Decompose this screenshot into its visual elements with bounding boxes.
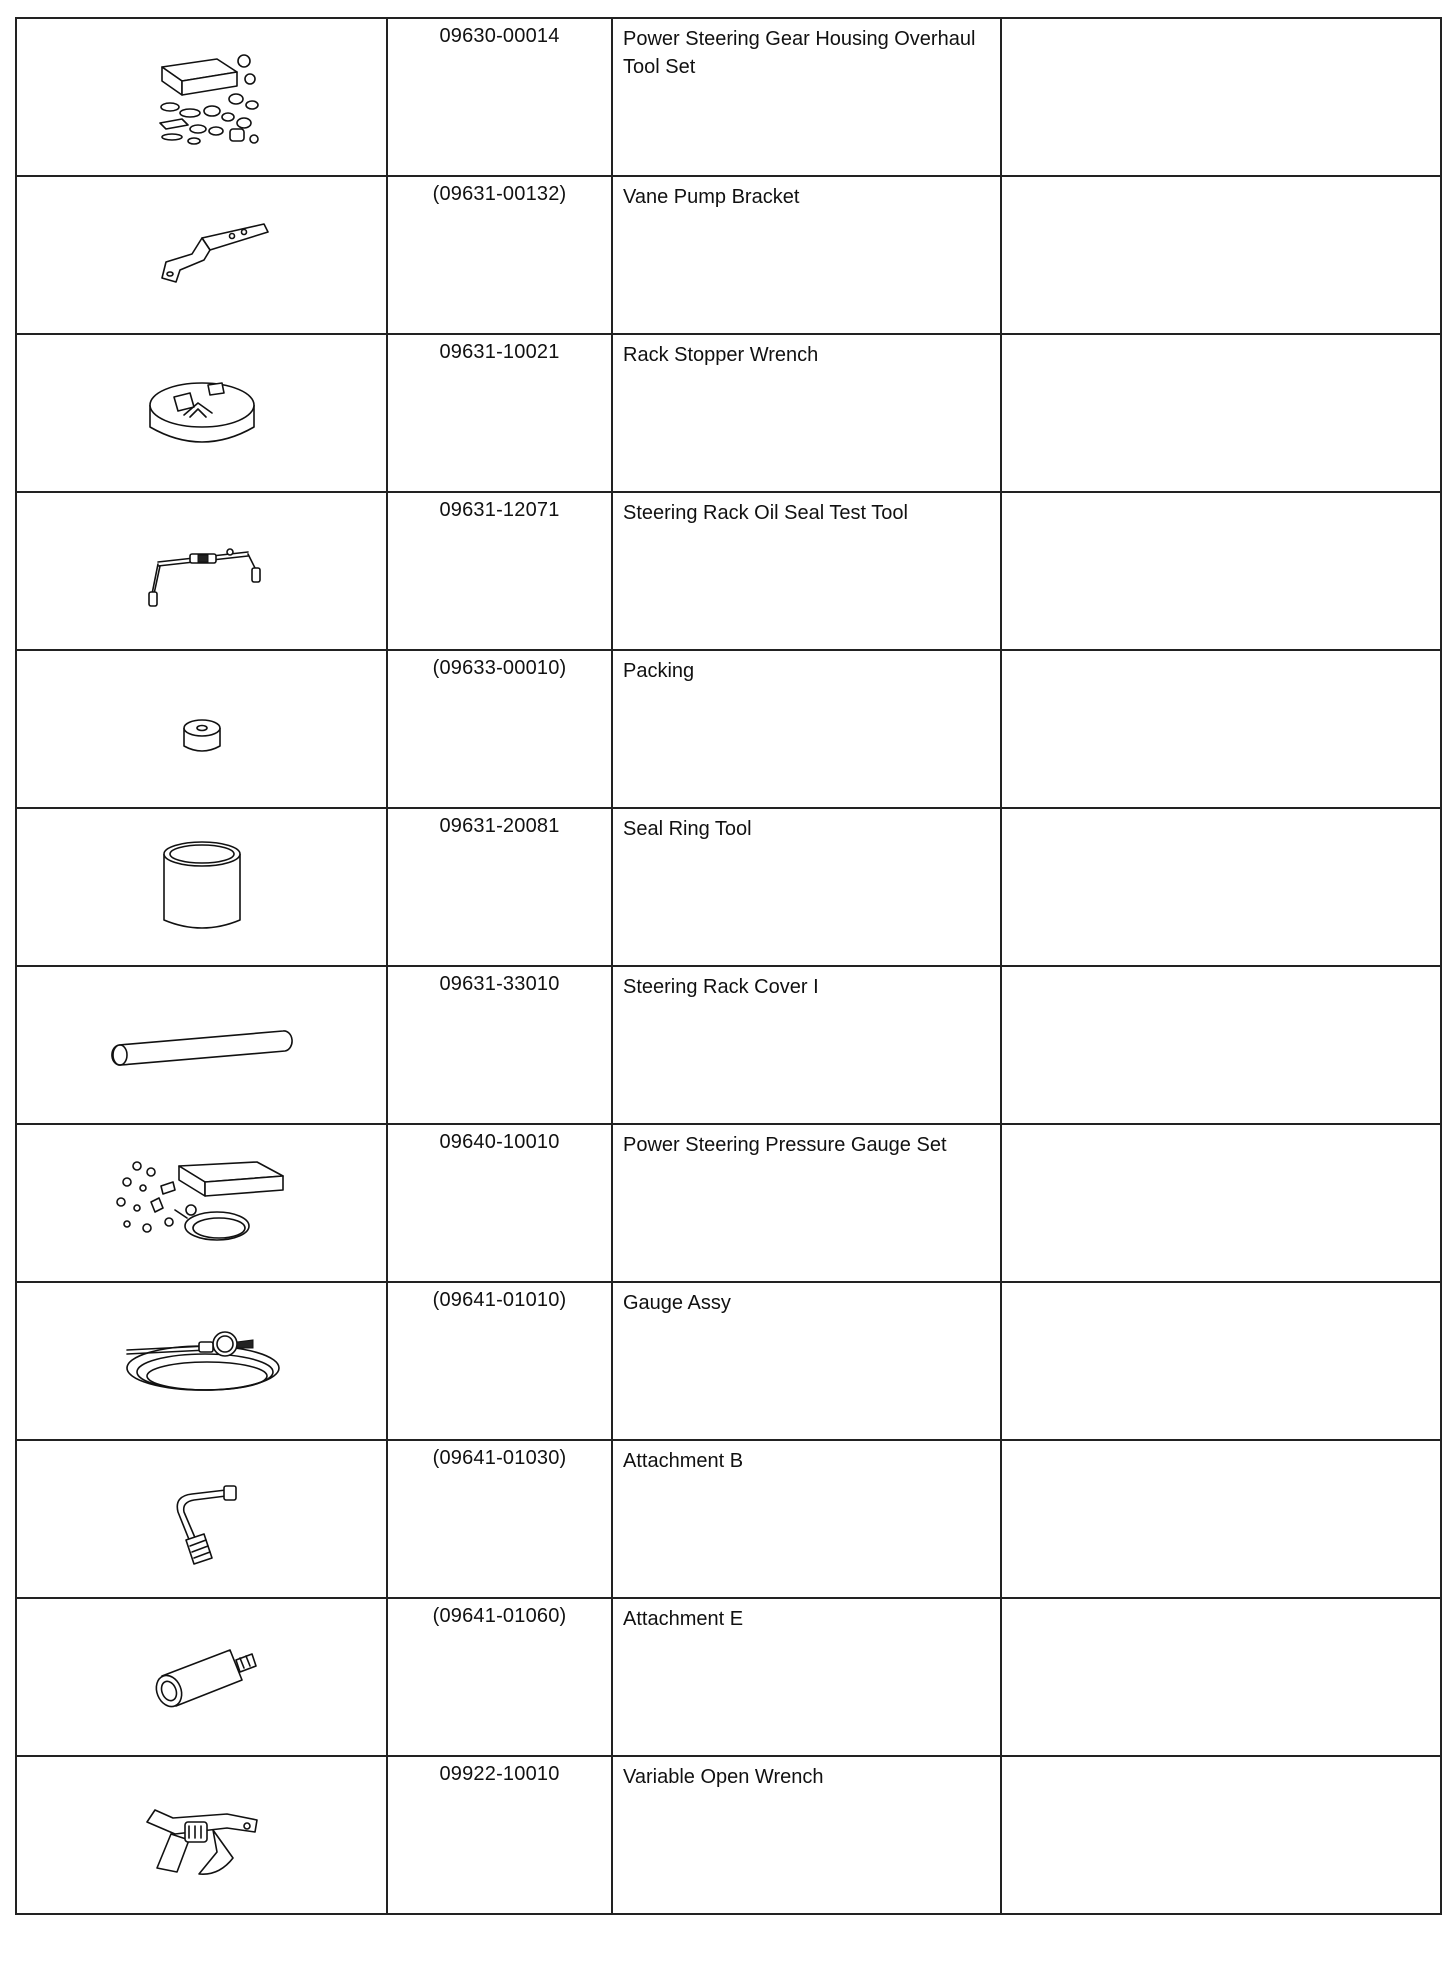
tool-part-number: 09922-10010 — [387, 1756, 612, 1914]
tool-note — [1001, 334, 1441, 492]
table-row — [16, 18, 1441, 176]
tool-illustration-cell — [16, 650, 387, 808]
tool-note — [1001, 492, 1441, 650]
tool-part-number: (09641-01060) — [387, 1598, 612, 1756]
packing-icon — [132, 684, 272, 774]
tool-name: Power Steering Gear Housing Overhaul Tool Set — [612, 18, 1001, 176]
tool-name: Rack Stopper Wrench — [612, 334, 1001, 492]
tool-illustration-cell — [16, 492, 387, 650]
tool-part-number: (09641-01030) — [387, 1440, 612, 1598]
table-row — [16, 808, 1441, 966]
variable-open-wrench-icon — [127, 1780, 277, 1890]
tool-name: Variable Open Wrench — [612, 1756, 1001, 1914]
vane-pump-bracket-icon — [132, 210, 272, 300]
special-service-tools-table — [15, 17, 1442, 1915]
tool-note — [1001, 808, 1441, 966]
tool-part-number: 09631-12071 — [387, 492, 612, 650]
gauge-assy-icon — [107, 1306, 297, 1416]
tool-name: Steering Rack Cover I — [612, 966, 1001, 1124]
tool-part-number: 09630-00014 — [387, 18, 612, 176]
table-row — [16, 334, 1441, 492]
tool-illustration-cell — [16, 808, 387, 966]
tool-part-number: (09633-00010) — [387, 650, 612, 808]
seal-ring-tool-icon — [132, 832, 272, 942]
tool-name: Seal Ring Tool — [612, 808, 1001, 966]
table-row — [16, 1282, 1441, 1440]
tool-name: Steering Rack Oil Seal Test Tool — [612, 492, 1001, 650]
oil-seal-test-tool-icon — [132, 526, 272, 616]
tool-illustration-cell — [16, 1756, 387, 1914]
tool-illustration-cell — [16, 1440, 387, 1598]
tool-note — [1001, 1440, 1441, 1598]
tool-name: Attachment E — [612, 1598, 1001, 1756]
tool-illustration-cell — [16, 1124, 387, 1282]
tool-name: Attachment B — [612, 1440, 1001, 1598]
tool-part-number: 09631-20081 — [387, 808, 612, 966]
tool-name: Power Steering Pressure Gauge Set — [612, 1124, 1001, 1282]
tool-illustration-cell — [16, 334, 387, 492]
pressure-gauge-set-icon — [107, 1148, 297, 1258]
table-row — [16, 1124, 1441, 1282]
table-row — [16, 492, 1441, 650]
table-row — [16, 1440, 1441, 1598]
tool-part-number: (09631-00132) — [387, 176, 612, 334]
tool-illustration-cell — [16, 1282, 387, 1440]
tool-part-number: (09641-01010) — [387, 1282, 612, 1440]
tool-note — [1001, 1756, 1441, 1914]
attachment-b-icon — [132, 1464, 272, 1574]
table-row — [16, 966, 1441, 1124]
tool-note — [1001, 650, 1441, 808]
tool-name: Vane Pump Bracket — [612, 176, 1001, 334]
table-row — [16, 1756, 1441, 1914]
tool-part-number: 09640-10010 — [387, 1124, 612, 1282]
tool-name: Packing — [612, 650, 1001, 808]
tool-part-number: 09631-10021 — [387, 334, 612, 492]
table-row — [16, 650, 1441, 808]
rack-stopper-wrench-icon — [132, 363, 272, 463]
tool-illustration-cell — [16, 176, 387, 334]
table-row — [16, 1598, 1441, 1756]
tool-note — [1001, 18, 1441, 176]
tool-illustration-cell — [16, 18, 387, 176]
steering-rack-cover-icon — [107, 1015, 297, 1075]
overhaul-tool-set-icon — [132, 47, 272, 147]
tool-name: Gauge Assy — [612, 1282, 1001, 1440]
tool-note — [1001, 1598, 1441, 1756]
tool-part-number: 09631-33010 — [387, 966, 612, 1124]
tool-note — [1001, 176, 1441, 334]
tool-illustration-cell — [16, 966, 387, 1124]
table-row — [16, 176, 1441, 334]
tool-note — [1001, 1124, 1441, 1282]
tool-note — [1001, 1282, 1441, 1440]
tool-note — [1001, 966, 1441, 1124]
tool-illustration-cell — [16, 1598, 387, 1756]
attachment-e-icon — [132, 1622, 272, 1732]
